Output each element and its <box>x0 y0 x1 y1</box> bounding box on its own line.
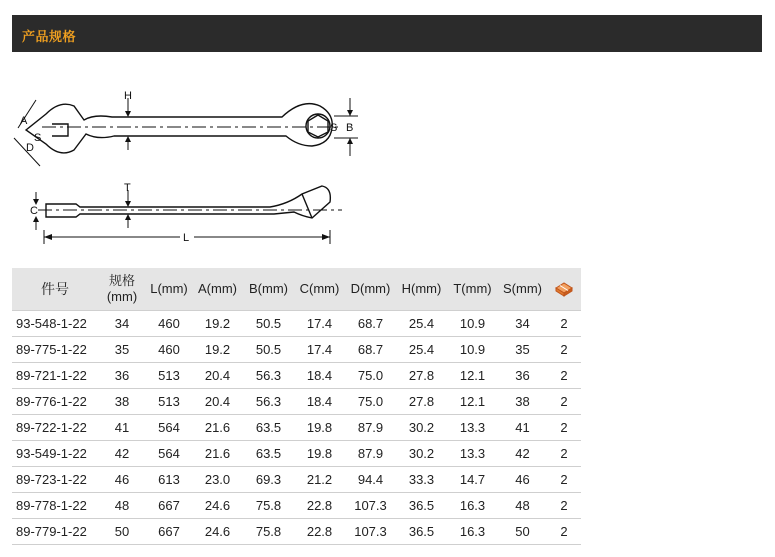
table-row <box>12 389 581 415</box>
cell-d: 68.7 <box>345 311 396 337</box>
cell-a: 20.4 <box>192 363 243 389</box>
cell-part-no: 93-548-1-22 <box>12 311 98 337</box>
cell-s: 38 <box>498 389 547 415</box>
cell-c: 19.8 <box>294 415 345 441</box>
cell-a: 24.6 <box>192 519 243 545</box>
cell-c: 22.8 <box>294 493 345 519</box>
label-b: B <box>346 122 354 134</box>
cell-part-no: 89-723-1-22 <box>12 467 98 493</box>
table-row <box>12 415 581 441</box>
cell-l: 460 <box>146 311 192 337</box>
cell-c: 22.8 <box>294 519 345 545</box>
table-row <box>12 363 581 389</box>
cell-size: 35 <box>98 337 146 363</box>
cell-c: 21.2 <box>294 467 345 493</box>
cell-pack: 2 <box>547 337 581 363</box>
cell-a: 21.6 <box>192 415 243 441</box>
cell-pack: 2 <box>547 363 581 389</box>
header-s: S(mm) <box>498 268 547 311</box>
label-t: T <box>124 182 131 194</box>
table-row <box>12 337 581 363</box>
cell-l: 667 <box>146 519 192 545</box>
cell-size: 46 <box>98 467 146 493</box>
cell-h: 25.4 <box>396 337 447 363</box>
cell-part-no: 89-722-1-22 <box>12 415 98 441</box>
cell-h: 30.2 <box>396 415 447 441</box>
cell-c: 19.8 <box>294 441 345 467</box>
label-s-right: S <box>330 122 338 134</box>
cell-h: 27.8 <box>396 363 447 389</box>
cell-part-no: 89-778-1-22 <box>12 493 98 519</box>
cell-t: 13.3 <box>447 441 498 467</box>
cell-s: 34 <box>498 311 547 337</box>
table-row <box>12 519 581 545</box>
table-header-row <box>12 268 581 311</box>
cell-s: 42 <box>498 441 547 467</box>
cell-c: 18.4 <box>294 363 345 389</box>
cell-d: 107.3 <box>345 519 396 545</box>
wrench-diagram <box>12 80 372 255</box>
cell-l: 667 <box>146 493 192 519</box>
cell-a: 24.6 <box>192 493 243 519</box>
wrench-dimension-drawing <box>12 80 372 255</box>
cell-t: 13.3 <box>447 415 498 441</box>
cell-pack: 2 <box>547 389 581 415</box>
cell-s: 36 <box>498 363 547 389</box>
cell-d: 94.4 <box>345 467 396 493</box>
cell-b: 63.5 <box>243 441 294 467</box>
cell-d: 75.0 <box>345 389 396 415</box>
cell-b: 75.8 <box>243 519 294 545</box>
cell-b: 50.5 <box>243 311 294 337</box>
label-h: H <box>124 90 132 102</box>
header-size-unit: (mm) <box>106 289 138 304</box>
wrench-side-view <box>46 186 330 218</box>
cell-part-no: 89-775-1-22 <box>12 337 98 363</box>
label-d: D <box>26 142 34 154</box>
cell-b: 50.5 <box>243 337 294 363</box>
header-h: H(mm) <box>396 268 447 311</box>
header-d: D(mm) <box>345 268 396 311</box>
section-title: 产品规格 <box>22 30 77 45</box>
header-size-label: 规格 <box>108 273 135 288</box>
cell-h: 30.2 <box>396 441 447 467</box>
cell-h: 25.4 <box>396 311 447 337</box>
cell-a: 19.2 <box>192 311 243 337</box>
header-part-no: 件号 <box>12 268 98 311</box>
table-row <box>12 311 581 337</box>
cell-part-no: 89-776-1-22 <box>12 389 98 415</box>
cell-size: 36 <box>98 363 146 389</box>
cell-h: 36.5 <box>396 519 447 545</box>
cell-pack: 2 <box>547 493 581 519</box>
wrench-top-view <box>26 104 332 153</box>
cell-l: 564 <box>146 441 192 467</box>
cell-b: 75.8 <box>243 493 294 519</box>
cell-b: 56.3 <box>243 363 294 389</box>
cell-h: 33.3 <box>396 467 447 493</box>
label-l: L <box>183 232 190 244</box>
cell-b: 63.5 <box>243 415 294 441</box>
label-a: A <box>20 115 28 127</box>
cell-t: 10.9 <box>447 311 498 337</box>
cell-s: 41 <box>498 415 547 441</box>
cell-s: 35 <box>498 337 547 363</box>
cell-t: 12.1 <box>447 363 498 389</box>
cell-pack: 2 <box>547 441 581 467</box>
header-c: C(mm) <box>294 268 345 311</box>
cell-a: 23.0 <box>192 467 243 493</box>
table-row <box>12 467 581 493</box>
cell-h: 27.8 <box>396 389 447 415</box>
cell-d: 87.9 <box>345 415 396 441</box>
cell-s: 46 <box>498 467 547 493</box>
cell-c: 17.4 <box>294 337 345 363</box>
cell-pack: 2 <box>547 519 581 545</box>
table-row <box>12 493 581 519</box>
cell-c: 18.4 <box>294 389 345 415</box>
label-c: C <box>30 205 38 217</box>
cell-t: 16.3 <box>447 493 498 519</box>
cell-d: 68.7 <box>345 337 396 363</box>
cell-pack: 2 <box>547 467 581 493</box>
cell-l: 513 <box>146 363 192 389</box>
cell-d: 87.9 <box>345 441 396 467</box>
cell-a: 21.6 <box>192 441 243 467</box>
cell-s: 48 <box>498 493 547 519</box>
header-size <box>98 268 146 311</box>
cell-size: 50 <box>98 519 146 545</box>
cell-t: 12.1 <box>447 389 498 415</box>
package-box-icon <box>554 281 574 297</box>
spec-table <box>12 268 581 545</box>
cell-size: 42 <box>98 441 146 467</box>
cell-t: 16.3 <box>447 519 498 545</box>
cell-part-no: 89-721-1-22 <box>12 363 98 389</box>
cell-part-no: 93-549-1-22 <box>12 441 98 467</box>
cell-size: 41 <box>98 415 146 441</box>
table-row <box>12 441 581 467</box>
header-b: B(mm) <box>243 268 294 311</box>
cell-h: 36.5 <box>396 493 447 519</box>
header-a: A(mm) <box>192 268 243 311</box>
cell-c: 17.4 <box>294 311 345 337</box>
label-s-left: S <box>34 132 42 144</box>
section-header <box>12 15 762 52</box>
cell-a: 20.4 <box>192 389 243 415</box>
header-pack <box>547 268 581 311</box>
header-l: L(mm) <box>146 268 192 311</box>
cell-s: 50 <box>498 519 547 545</box>
cell-a: 19.2 <box>192 337 243 363</box>
cell-size: 38 <box>98 389 146 415</box>
cell-b: 69.3 <box>243 467 294 493</box>
cell-l: 460 <box>146 337 192 363</box>
cell-size: 48 <box>98 493 146 519</box>
cell-part-no: 89-779-1-22 <box>12 519 98 545</box>
cell-pack: 2 <box>547 415 581 441</box>
cell-pack: 2 <box>547 311 581 337</box>
cell-l: 564 <box>146 415 192 441</box>
cell-b: 56.3 <box>243 389 294 415</box>
header-t: T(mm) <box>447 268 498 311</box>
cell-d: 75.0 <box>345 363 396 389</box>
cell-d: 107.3 <box>345 493 396 519</box>
cell-l: 613 <box>146 467 192 493</box>
cell-t: 14.7 <box>447 467 498 493</box>
cell-size: 34 <box>98 311 146 337</box>
cell-l: 513 <box>146 389 192 415</box>
cell-t: 10.9 <box>447 337 498 363</box>
